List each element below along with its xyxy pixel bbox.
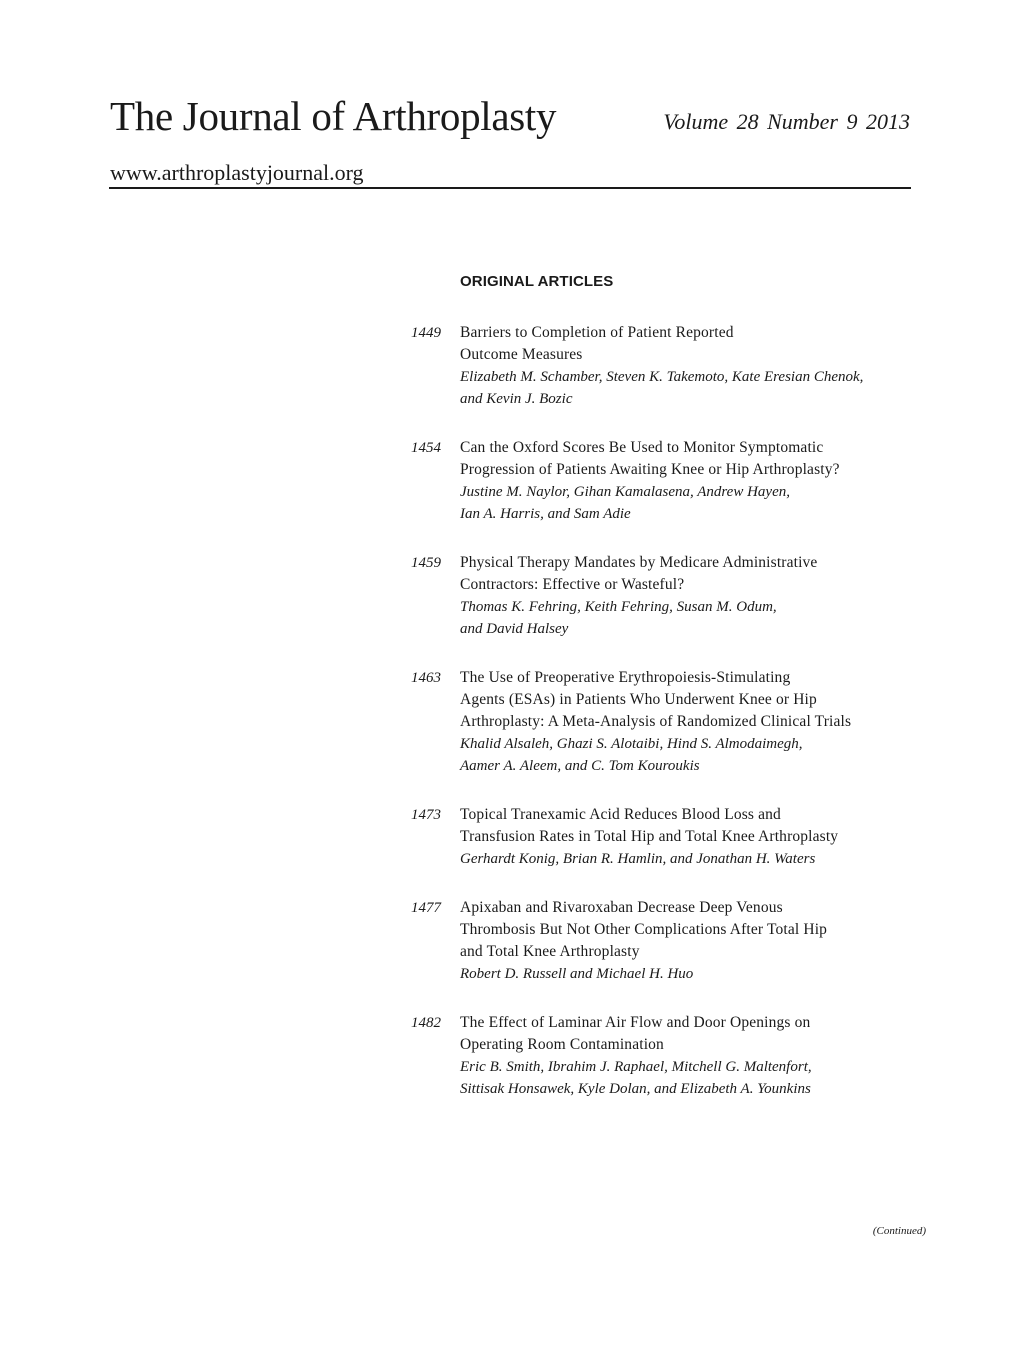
toc-page-number: 1482: [411, 1015, 441, 1031]
toc-entry-body: [460, 667, 920, 777]
header-rule: [109, 187, 911, 189]
toc-entry-body: [460, 1012, 920, 1100]
toc-entry-body: [460, 897, 920, 985]
article-title-line: Can the Oxford Scores Be Used to Monitor Symptomatic: [460, 439, 824, 456]
toc-entry-body: [460, 552, 920, 640]
article-author-line: Khalid Alsaleh, Ghazi S. Alotaibi, Hind S. Almodaimegh,: [460, 736, 803, 752]
article-title-line: Apixaban and Rivaroxaban Decrease Deep Venous: [460, 899, 783, 916]
journal-url[interactable]: www.arthroplastyjournal.org: [110, 160, 364, 185]
article-author-line: Gerhardt Konig, Brian R. Hamlin, and Jonathan H. Waters: [460, 851, 816, 867]
article-author-line: and Kevin J. Bozic: [460, 391, 573, 407]
toc-page-number: 1473: [411, 807, 441, 823]
article-title-line: Operating Room Contamination: [460, 1036, 664, 1053]
article-title-line: Topical Tranexamic Acid Reduces Blood Loss and: [460, 806, 781, 823]
article-author-line: and David Halsey: [460, 621, 569, 637]
article-author-line: Aamer A. Aleem, and C. Tom Kouroukis: [460, 758, 700, 774]
article-title-line: The Effect of Laminar Air Flow and Door Openings on: [460, 1014, 811, 1031]
toc-page-number: 1463: [411, 670, 441, 686]
article-author-line: Robert D. Russell and Michael H. Huo: [460, 966, 694, 982]
article-title-line: Thrombosis But Not Other Complications After Total Hip: [460, 921, 828, 938]
article-author-line: Eric B. Smith, Ibrahim J. Raphael, Mitchell G. Maltenfort,: [460, 1059, 812, 1075]
continued-note: (Continued): [872, 1225, 926, 1237]
toc-page-number: 1449: [411, 325, 441, 341]
article-title-line: Agents (ESAs) in Patients Who Underwent Knee or Hip: [460, 691, 817, 708]
article-title-line: Physical Therapy Mandates by Medicare Administrative: [460, 554, 818, 571]
toc-entry-body: [460, 804, 920, 870]
toc-entry-body: [460, 322, 920, 410]
article-title-line: The Use of Preoperative Erythropoiesis-Stimulating: [460, 669, 791, 686]
section-heading: ORIGINAL ARTICLES: [460, 273, 614, 290]
article-title-line: Barriers to Completion of Patient Reported: [460, 324, 734, 341]
toc-entry-body: [460, 437, 920, 525]
masthead: [110, 92, 910, 142]
article-title-line: Transfusion Rates in Total Hip and Total Knee Arthroplasty: [460, 828, 839, 845]
article-author-line: Thomas K. Fehring, Keith Fehring, Susan M. Odum,: [460, 599, 777, 615]
journal-title: The Journal of Arthroplasty: [110, 93, 557, 139]
article-title-line: Arthroplasty: A Meta-Analysis of Randomized Clinical Trials: [460, 713, 852, 730]
article-author-line: Ian A. Harris, and Sam Adie: [460, 506, 631, 522]
article-author-line: Justine M. Naylor, Gihan Kamalasena, Andrew Hayen,: [460, 484, 790, 500]
article-author-line: Sittisak Honsawek, Kyle Dolan, and Elizabeth A. Younkins: [460, 1081, 811, 1097]
article-title-line: Outcome Measures: [460, 346, 583, 363]
toc-page-number: 1454: [411, 440, 441, 456]
toc-page-number: 1477: [411, 900, 441, 916]
toc-page-number: 1459: [411, 555, 441, 571]
article-title-line: and Total Knee Arthroplasty: [460, 943, 640, 960]
article-title-line: Contractors: Effective or Wasteful?: [460, 576, 685, 593]
article-author-line: Elizabeth M. Schamber, Steven K. Takemoto, Kate Eresian Chenok,: [460, 369, 864, 385]
volume-info: Volume 28 Number 9 2013: [663, 109, 910, 134]
article-title-line: Progression of Patients Awaiting Knee or Hip Arthroplasty?: [460, 461, 840, 478]
